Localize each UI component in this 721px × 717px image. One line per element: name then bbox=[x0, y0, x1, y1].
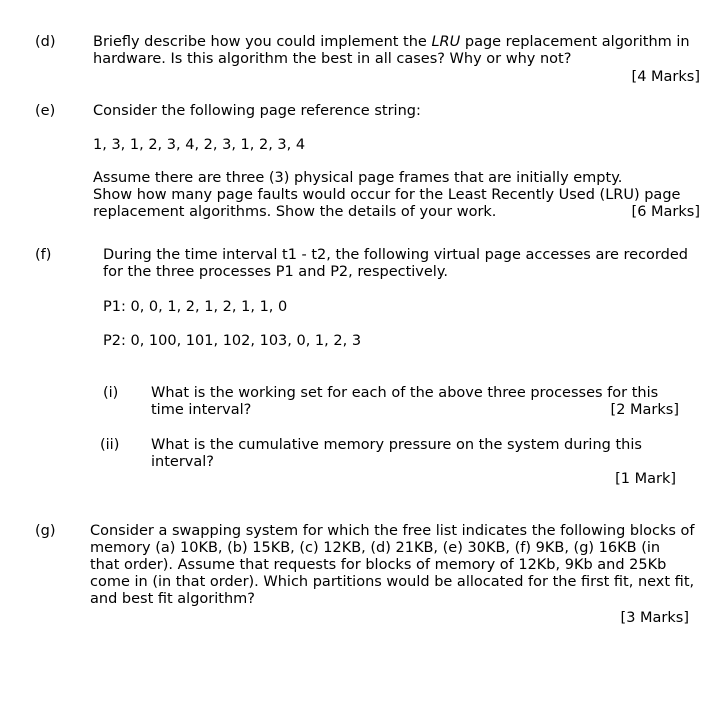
question-e-intro: Consider the following page reference string: bbox=[93, 103, 421, 119]
question-f-i-line-1: What is the working set for each of the above three processes for this bbox=[151, 385, 659, 401]
question-d-line-2: hardware. Is this algorithm the best in all cases? Why or why not? bbox=[93, 51, 572, 67]
question-f-ii-label: (ii) bbox=[100, 437, 120, 453]
question-g-line-2: memory (a) 10KB, (b) 15KB, (c) 12KB, (d) 21KB, (e) 30KB, (f) 9KB, (g) 16KB (in bbox=[90, 540, 661, 556]
question-e-reference-string: 1, 3, 1, 2, 3, 4, 2, 3, 1, 2, 3, 4 bbox=[93, 137, 306, 153]
question-f-line-1: During the time interval t1 - t2, the following virtual page accesses are recorded bbox=[103, 247, 688, 263]
question-e-line-2: Show how many page faults would occur for the Least Recently Used (LRU) page bbox=[93, 187, 681, 203]
question-d-label: (d) bbox=[35, 34, 56, 50]
question-d-line-1 bbox=[93, 34, 690, 51]
question-e-marks: [6 Marks] bbox=[631, 204, 700, 220]
question-g-line-5: and best fit algorithm? bbox=[90, 591, 255, 607]
question-d-line-1-post: page replacement algorithm in bbox=[460, 34, 690, 50]
question-f-i-line-2: time interval? bbox=[151, 402, 252, 418]
question-f-line-2: for the three processes P1 and P2, respectively. bbox=[103, 264, 448, 280]
question-f-label: (f) bbox=[35, 247, 52, 263]
question-d-lru-emphasis: LRU bbox=[431, 34, 461, 50]
question-f-i-label: (i) bbox=[103, 385, 119, 401]
question-g-marks: [3 Marks] bbox=[620, 610, 689, 626]
question-g-line-1: Consider a swapping system for which the free list indicates the following blocks of bbox=[90, 523, 695, 539]
question-e-line-1: Assume there are three (3) physical page frames that are initially empty. bbox=[93, 170, 623, 186]
question-f-ii-line-2: interval? bbox=[151, 454, 214, 470]
question-g-label: (g) bbox=[35, 523, 56, 539]
question-f-p1-accesses: P1: 0, 0, 1, 2, 1, 2, 1, 1, 0 bbox=[103, 299, 288, 315]
question-f-i-marks: [2 Marks] bbox=[610, 402, 679, 418]
question-g-line-4: come in (in that order). Which partitions would be allocated for the first fit, next fit, bbox=[90, 574, 695, 590]
question-g-line-3: that order). Assume that requests for blocks of memory of 12Kb, 9Kb and 25Kb bbox=[90, 557, 667, 573]
question-e-label: (e) bbox=[35, 103, 56, 119]
question-f-ii-marks: [1 Mark] bbox=[615, 471, 676, 487]
question-d-marks: [4 Marks] bbox=[631, 69, 700, 85]
question-f-p2-accesses: P2: 0, 100, 101, 102, 103, 0, 1, 2, 3 bbox=[103, 333, 362, 349]
question-d-line-1-pre: Briefly describe how you could implement the bbox=[93, 34, 432, 50]
question-f-ii-line-1: What is the cumulative memory pressure on the system during this bbox=[151, 437, 642, 453]
question-e-line-3: replacement algorithms. Show the details of your work. bbox=[93, 204, 497, 220]
